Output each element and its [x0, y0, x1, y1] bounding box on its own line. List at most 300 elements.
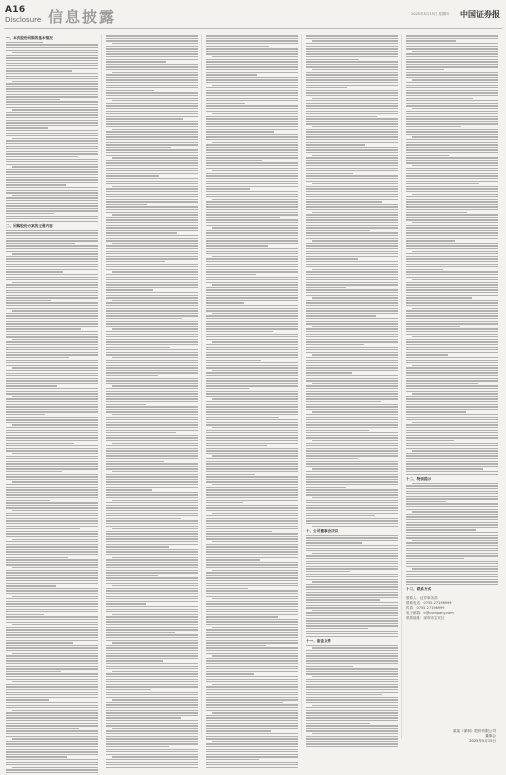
- text-line: [406, 404, 498, 405]
- text-line: [106, 85, 198, 86]
- text-line: [206, 476, 298, 477]
- text-line: [306, 162, 398, 163]
- text-line: [206, 219, 298, 220]
- text-line: [206, 544, 298, 545]
- text-line: [6, 554, 98, 555]
- page-number: A16: [5, 5, 26, 15]
- text-line: [112, 557, 198, 558]
- text-line: [6, 533, 98, 534]
- text-line: [106, 458, 198, 459]
- text-line: [6, 712, 98, 713]
- text-line: [106, 178, 198, 179]
- text-line: [406, 113, 498, 114]
- text-line: [6, 764, 98, 765]
- text-line: [306, 437, 398, 438]
- text-line: [206, 481, 298, 482]
- text-line: [406, 535, 498, 536]
- text-line: [106, 505, 198, 506]
- text-line: [206, 653, 298, 654]
- text-line: [12, 52, 98, 53]
- text-line: [206, 196, 298, 197]
- column-divider: [401, 34, 402, 739]
- text-line: [406, 61, 498, 62]
- text-line: [206, 360, 261, 361]
- section-title: 信息披露: [48, 8, 117, 26]
- text-line: [306, 401, 381, 402]
- text-line: [6, 507, 98, 508]
- text-line: [412, 483, 498, 484]
- text-line: [206, 694, 298, 695]
- text-line: [106, 764, 198, 765]
- text-line: [306, 209, 398, 210]
- text-line: [306, 305, 398, 306]
- text-line: [106, 621, 198, 622]
- text-line: [406, 95, 498, 96]
- text-line: [206, 98, 298, 99]
- text-line: [106, 165, 198, 166]
- text-line: [106, 409, 198, 410]
- text-line: [306, 422, 398, 423]
- text-line: [106, 645, 198, 646]
- text-line: [6, 575, 98, 576]
- text-line: [6, 375, 98, 376]
- text-line: [306, 558, 398, 559]
- text-line: [106, 302, 198, 303]
- text-line: [106, 147, 171, 148]
- text-line: [306, 206, 398, 207]
- text-line: [106, 697, 198, 698]
- text-line: [106, 559, 198, 560]
- text-line: [206, 520, 298, 521]
- text-line: [6, 300, 51, 301]
- text-line: [6, 393, 98, 394]
- text-line: [406, 522, 498, 523]
- text-line: [306, 723, 370, 724]
- text-line: [406, 424, 498, 425]
- text-line: [106, 487, 198, 488]
- text-line: [206, 606, 298, 607]
- text-line: [206, 404, 298, 405]
- text-line: [206, 35, 298, 36]
- text-line: [106, 121, 198, 122]
- text-line: [306, 484, 398, 485]
- text-line: [6, 564, 98, 565]
- text-line: [206, 453, 298, 454]
- text-line: [6, 174, 98, 175]
- text-line: [306, 599, 380, 600]
- text-line: [406, 516, 498, 517]
- text-line: [406, 466, 498, 467]
- text-line: [212, 598, 298, 599]
- text-line: [306, 111, 398, 112]
- text-line: [6, 277, 98, 278]
- text-line: [106, 318, 182, 319]
- text-line: [106, 136, 198, 137]
- text-line: [106, 461, 164, 462]
- text-line: [406, 334, 498, 335]
- text-line: [106, 590, 198, 591]
- text-line: [12, 138, 98, 139]
- text-line: [312, 610, 398, 611]
- text-line: [6, 557, 68, 558]
- text-line: [206, 95, 298, 96]
- text-line: [112, 100, 198, 101]
- text-line: [6, 733, 98, 734]
- text-line: [306, 173, 353, 174]
- text-line: [6, 398, 98, 399]
- text-line: [206, 79, 298, 80]
- text-line: [106, 759, 198, 760]
- text-line: [6, 365, 98, 366]
- text-line: [312, 126, 398, 127]
- text-line: [206, 183, 298, 184]
- text-line: [106, 196, 198, 197]
- text-line: [306, 545, 398, 546]
- text-line: [6, 559, 98, 560]
- text-line: [406, 537, 498, 538]
- text-line: [406, 496, 498, 497]
- text-line: [106, 663, 198, 664]
- text-line: [6, 352, 98, 353]
- text-line: [206, 118, 298, 119]
- issue-date: 2025年5月15日 星期四: [411, 12, 449, 16]
- text-line: [106, 209, 198, 210]
- text-line: [206, 393, 298, 394]
- text-line: [306, 385, 398, 386]
- text-line: [206, 616, 278, 617]
- text-line: [306, 258, 358, 259]
- text-line: [306, 574, 398, 575]
- text-line: [306, 673, 398, 674]
- text-line: [206, 575, 298, 576]
- text-line: [206, 533, 298, 534]
- text-line: [106, 315, 198, 316]
- text-line: [206, 419, 298, 420]
- text-line: [106, 546, 169, 547]
- text-line: [406, 493, 498, 494]
- text-line: [6, 96, 98, 97]
- text-line: [206, 336, 298, 337]
- contact-line: 传真：0755-27198999: [406, 605, 445, 610]
- text-line: [306, 77, 398, 78]
- text-line: [6, 593, 98, 594]
- text-line: [106, 108, 198, 109]
- text-line: [106, 48, 198, 49]
- text-line: [206, 536, 298, 537]
- text-line: [206, 699, 298, 700]
- text-line: [406, 235, 498, 236]
- text-line: [306, 232, 398, 233]
- text-line: [206, 77, 298, 78]
- text-line: [206, 409, 298, 410]
- text-line: [6, 743, 98, 744]
- text-line: [206, 178, 298, 179]
- text-line: [406, 328, 498, 329]
- text-line: [106, 391, 198, 392]
- text-line: [6, 76, 98, 77]
- text-line: [206, 585, 298, 586]
- text-line: [106, 274, 198, 275]
- text-line: [6, 91, 98, 92]
- text-line: [206, 754, 298, 755]
- text-line: [306, 48, 398, 49]
- text-line: [6, 125, 98, 126]
- text-line: [406, 155, 449, 156]
- text-line: [112, 671, 198, 672]
- text-line: [306, 334, 398, 335]
- text-line: [206, 181, 298, 182]
- text-line: [6, 494, 98, 495]
- text-line: [6, 531, 98, 532]
- text-line: [106, 448, 198, 449]
- text-line: [6, 440, 98, 441]
- text-line: [206, 214, 298, 215]
- text-line: [306, 633, 398, 634]
- text-line: [306, 620, 398, 621]
- text-line: [406, 69, 444, 70]
- text-line: [106, 673, 198, 674]
- text-line: [306, 453, 398, 454]
- text-line: [106, 762, 198, 763]
- text-line: [406, 409, 498, 410]
- text-line: [6, 256, 98, 257]
- text-line: [312, 526, 398, 527]
- text-line: [6, 287, 98, 288]
- text-line: [106, 712, 198, 713]
- text-line: [406, 152, 498, 153]
- text-line: [306, 321, 398, 322]
- text-line: [412, 108, 498, 109]
- text-line: [306, 204, 398, 205]
- text-line: [406, 514, 498, 515]
- text-line: [206, 225, 298, 226]
- text-line: [112, 328, 198, 329]
- text-line: [106, 551, 198, 552]
- text-line: [206, 611, 298, 612]
- text-line: [206, 466, 298, 467]
- text-line: [206, 108, 298, 109]
- text-line: [306, 605, 398, 606]
- text-line: [106, 419, 198, 420]
- text-line: [406, 315, 498, 316]
- text-line: [206, 383, 298, 384]
- text-line: [306, 668, 398, 669]
- text-line: [406, 212, 467, 213]
- text-line: [206, 69, 298, 70]
- text-line: [406, 186, 498, 187]
- text-line: [106, 77, 198, 78]
- text-line: [206, 292, 298, 293]
- text-line: [206, 645, 266, 646]
- text-line: [106, 681, 198, 682]
- text-line: [406, 48, 498, 49]
- text-line: [106, 632, 175, 633]
- text-line: [106, 56, 198, 57]
- text-line: [406, 92, 498, 93]
- text-line: [12, 195, 98, 196]
- text-line: [406, 576, 498, 577]
- text-line: [406, 82, 498, 83]
- text-line: [206, 129, 298, 130]
- text-line: [6, 385, 57, 386]
- text-line: [406, 292, 498, 293]
- text-line: [6, 284, 98, 285]
- text-line: [206, 666, 298, 667]
- text-line: [212, 56, 298, 57]
- text-line: [106, 396, 198, 397]
- text-line: [312, 440, 398, 441]
- text-line: [406, 243, 498, 244]
- text-line: [306, 66, 398, 67]
- text-line: [406, 574, 498, 575]
- text-line: [106, 111, 198, 112]
- text-line: [306, 289, 398, 290]
- text-line: [12, 710, 98, 711]
- text-line: [206, 105, 298, 106]
- text-line: [306, 631, 398, 632]
- text-line: [106, 40, 198, 41]
- text-line: [306, 697, 398, 698]
- text-line: [206, 577, 298, 578]
- text-line: [106, 474, 198, 475]
- text-line: [306, 602, 398, 603]
- text-line: [312, 676, 398, 677]
- text-line: [6, 336, 98, 337]
- text-line: [6, 666, 98, 667]
- text-line: [206, 204, 298, 205]
- text-line: [306, 175, 398, 176]
- text-line: [306, 684, 398, 685]
- text-line: [106, 142, 198, 143]
- text-line: [106, 497, 198, 498]
- text-line: [212, 627, 298, 628]
- text-line: [406, 581, 498, 582]
- text-line: [306, 612, 398, 613]
- text-line: [6, 251, 98, 252]
- subheading: 一、本次股份回购的基本情况: [6, 36, 53, 40]
- text-line: [6, 148, 98, 149]
- text-line: [306, 136, 398, 137]
- text-line: [212, 513, 298, 514]
- text-line: [106, 388, 198, 389]
- text-line: [306, 715, 398, 716]
- text-line: [106, 430, 198, 431]
- text-line: [206, 331, 273, 332]
- text-line: [106, 627, 198, 628]
- text-line: [306, 712, 398, 713]
- text-line: [106, 188, 198, 189]
- text-line: [6, 238, 98, 239]
- text-line: [206, 59, 298, 60]
- text-line: [106, 422, 198, 423]
- text-line: [106, 253, 198, 254]
- text-line: [412, 422, 498, 423]
- text-line: [306, 586, 398, 587]
- text-line: [406, 123, 498, 124]
- text-line: [206, 593, 298, 594]
- body-text-block: [106, 35, 198, 768]
- text-line: [6, 245, 98, 246]
- text-line: [406, 287, 498, 288]
- text-line: [106, 212, 198, 213]
- text-line: [6, 122, 98, 123]
- text-line: [412, 194, 498, 195]
- text-line: [206, 492, 298, 493]
- text-line: [6, 164, 98, 165]
- text-line: [406, 430, 498, 431]
- text-line: [6, 130, 98, 131]
- text-line: [412, 136, 498, 137]
- text-line: [206, 209, 298, 210]
- text-line: [6, 341, 98, 342]
- text-line: [306, 378, 398, 379]
- text-line: [6, 437, 98, 438]
- text-line: [206, 679, 298, 680]
- text-line: [6, 197, 98, 198]
- text-line: [412, 279, 498, 280]
- text-line: [6, 697, 98, 698]
- text-line: [306, 494, 398, 495]
- text-line: [206, 206, 298, 207]
- subheading: 十三、联系方式: [406, 587, 432, 592]
- text-line: [106, 69, 198, 70]
- text-line: [106, 295, 198, 296]
- text-line: [206, 126, 298, 127]
- text-line: [306, 149, 398, 150]
- text-line: [306, 118, 398, 119]
- text-line: [106, 282, 198, 283]
- text-line: [206, 479, 298, 480]
- text-line: [312, 297, 398, 298]
- text-line: [12, 339, 98, 340]
- text-line: [6, 751, 98, 752]
- text-line: [206, 258, 298, 259]
- text-line: [6, 57, 98, 58]
- text-line: [312, 155, 398, 156]
- text-line: [406, 566, 498, 567]
- subheading: 二、回购股份方案的主要内容: [6, 224, 53, 229]
- text-line: [406, 310, 498, 311]
- text-line: [406, 90, 498, 91]
- text-line: [306, 540, 398, 541]
- text-line: [206, 352, 298, 353]
- text-line: [6, 208, 98, 209]
- text-line: [6, 430, 98, 431]
- text-line: [206, 123, 298, 124]
- text-line: [6, 171, 98, 172]
- text-line: [406, 87, 498, 88]
- text-line: [406, 74, 498, 75]
- text-line: [106, 155, 198, 156]
- text-line: [206, 149, 298, 150]
- text-line: [206, 668, 298, 669]
- text-line: [406, 398, 498, 399]
- text-line: [6, 362, 98, 363]
- text-line: [6, 146, 98, 147]
- text-line: [406, 542, 498, 543]
- text-line: [6, 673, 98, 674]
- text-line: [6, 297, 98, 298]
- text-line: [306, 100, 398, 101]
- text-line: [206, 430, 298, 431]
- text-line: [306, 284, 398, 285]
- text-line: [306, 331, 398, 332]
- text-line: [406, 561, 498, 562]
- text-line: [306, 64, 398, 65]
- text-line: [406, 264, 498, 265]
- text-line: [206, 448, 298, 449]
- text-line: [6, 169, 98, 170]
